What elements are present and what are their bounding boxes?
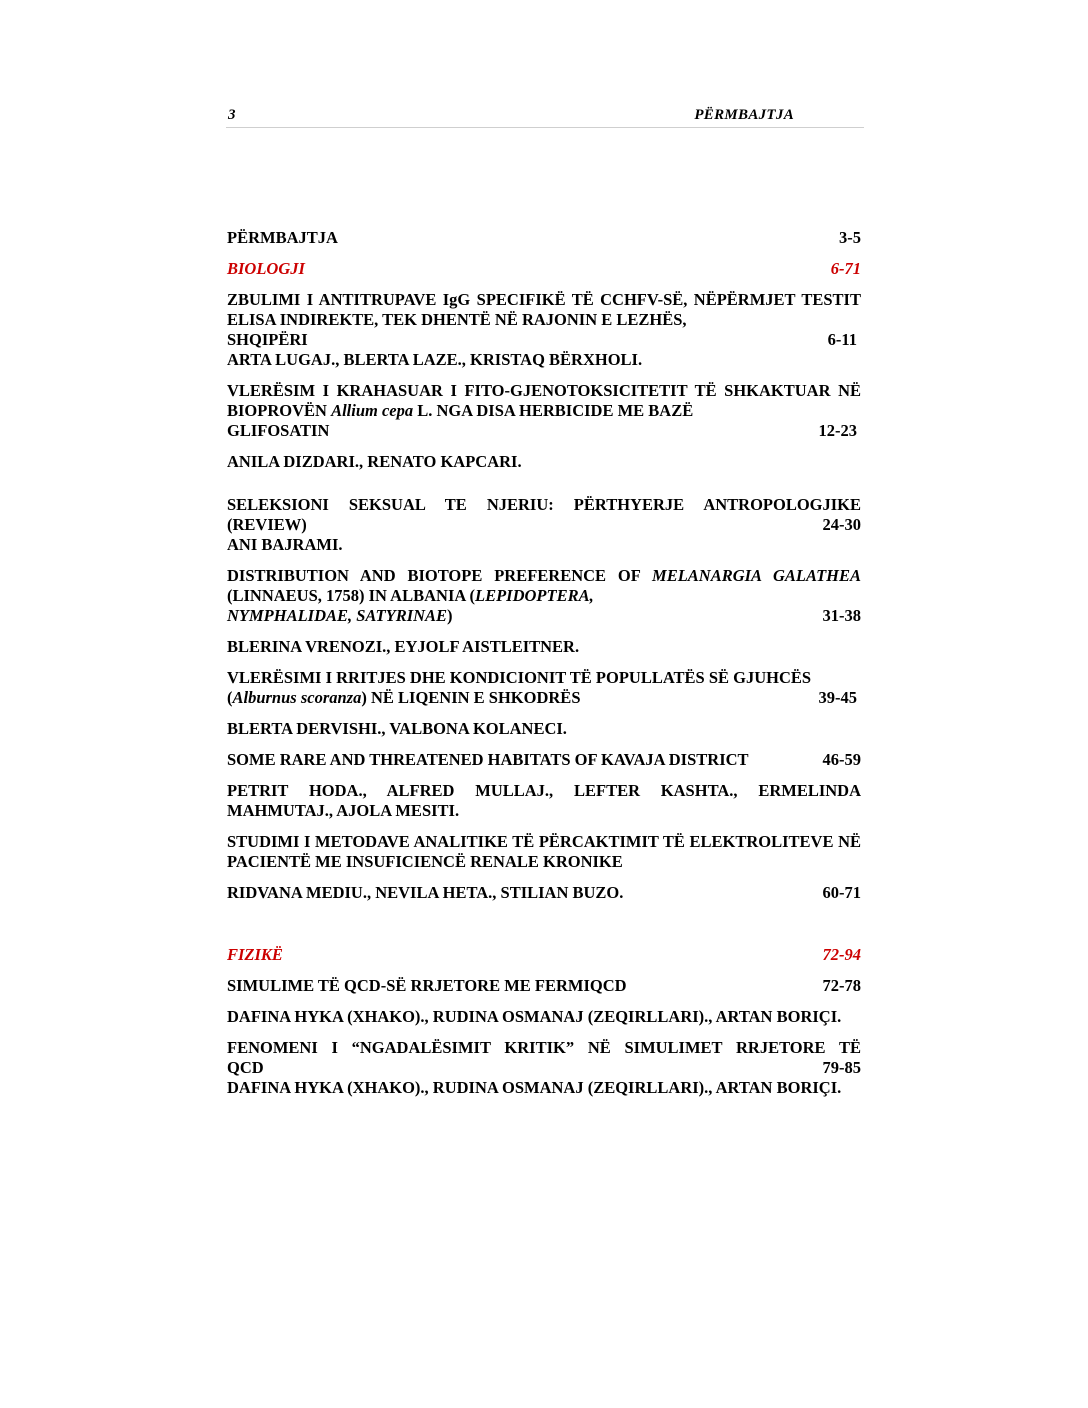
entry-2-title-end: GLIFOSATIN: [227, 421, 330, 440]
entry-1-last-line: [227, 330, 861, 350]
entry-2-pages: 12-23: [818, 421, 857, 440]
entry-4-title-end: NYMPHALIDAE, SATYRINAE): [227, 606, 453, 625]
running-header: [226, 105, 864, 128]
toc-entry-6: [227, 750, 861, 821]
toc-entry-8: [227, 976, 861, 1027]
entry-7-pages: 60-71: [822, 883, 861, 902]
section-fizike: [227, 945, 861, 965]
entry-2-species: Allium cepa: [331, 401, 414, 420]
toc-entry-2: [227, 381, 861, 472]
header-title: PËRMBAJTJA: [694, 107, 794, 123]
entry-3-pages: 24-30: [822, 515, 861, 534]
toc-contents-label: PËRMBAJTJA: [227, 228, 338, 247]
entry-1-pages: 6-11: [827, 330, 857, 349]
toc-contents-row: [227, 228, 861, 248]
toc-entry-7: [227, 832, 861, 903]
table-of-contents: [227, 228, 861, 1098]
section-fizike-pages: 72-94: [822, 945, 861, 964]
entry-8-pages: 72-78: [822, 976, 861, 995]
entry-4-last-line: [227, 606, 861, 626]
entry-9-title-end: QCD: [227, 1058, 264, 1077]
toc-entry-9: [227, 1038, 861, 1098]
toc-entry-5: [227, 668, 861, 739]
entry-9-authors: DAFINA HYKA (XHAKO)., RUDINA OSMANAJ (ZEQIRLLARI)., ARTAN BORIÇI.: [227, 1078, 842, 1097]
entry-5-last-line: [227, 688, 861, 708]
entry-5-pages: 39-45: [818, 688, 857, 707]
section-biology-pages: 6-71: [830, 259, 861, 278]
entry-7-authors: RIDVANA MEDIU., NEVILA HETA., STILIAN BUZO.: [227, 883, 624, 902]
entry-8-line: [227, 976, 861, 996]
entry-3-title-end: (REVIEW): [227, 515, 307, 534]
entry-7-title: STUDIMI I METODAVE ANALITIKE TË PËRCAKTIMIT TË ELEKTROLITEVE NË PACIENTË ME INSUFICIENCË RENALE KRONIKE: [227, 832, 861, 871]
entry-9-last-line: [227, 1058, 861, 1078]
entry-6-title: SOME RARE AND THREATENED HABITATS OF KAVAJA DISTRICT: [227, 750, 749, 769]
entry-4-authors: BLERINA VRENOZI., EYJOLF AISTLEITNER.: [227, 637, 580, 656]
toc-entry-1: [227, 290, 861, 370]
entry-5-title: VLERËSIMI I RRITJES DHE KONDICIONIT TË POPULLATËS SË GJUHCËS: [227, 668, 812, 687]
entry-1-authors: ARTA LUGAJ., BLERTA LAZE., KRISTAQ BËRXHOLI.: [227, 350, 643, 369]
entry-2-last-line: [227, 421, 861, 441]
entry-6-line: [227, 750, 861, 770]
entry-3-authors: ANI BAJRAMI.: [227, 535, 343, 554]
entry-7-authors-line: [227, 883, 861, 903]
section-biology: [227, 259, 861, 279]
entry-4-pages: 31-38: [822, 606, 861, 625]
entry-4-title: DISTRIBUTION AND BIOTOPE PREFERENCE OF MELANARGIA GALATHEA (LINNAEUS, 1758) IN ALBANIA (LEPIDOPTERA,: [227, 566, 862, 605]
toc-entry-3: [227, 495, 861, 555]
entry-8-authors: DAFINA HYKA (XHAKO)., RUDINA OSMANAJ (ZEQIRLLARI)., ARTAN BORIÇI.: [227, 1007, 842, 1026]
entry-5-title-end: (Alburnus scoranza) NË LIQENIN E SHKODRËS: [227, 688, 581, 707]
entry-5-species: Alburnus scoranza: [232, 688, 362, 707]
entry-2-title: VLERËSIM I KRAHASUAR I FITO-GJENOTOKSICITETIT TË SHKAKTUAR NË BIOPROVËN Allium cepa L. NGA DISA HERBICIDE ME BAZË: [227, 381, 861, 420]
entry-4-species: MELANARGIA GALATHEA: [652, 566, 862, 585]
section-fizike-label: FIZIKË: [227, 945, 283, 964]
page-number: 3: [228, 107, 236, 123]
entry-8-title: SIMULIME TË QCD-SË RRJETORE ME FERMIQCD: [227, 976, 627, 995]
entry-1-title-end: SHQIPËRI: [227, 330, 308, 349]
entry-1-title: ZBULIMI I ANTITRUPAVE IgG SPECIFIKË TË CCHFV-SË, NËPËRMJET TESTIT ELISA INDIREKTE, TEK DHENTË NË RAJONIN E LEZHËS,: [227, 290, 861, 329]
section-biology-label: BIOLOGJI: [227, 259, 305, 278]
entry-5-authors: BLERTA DERVISHI., VALBONA KOLANECI.: [227, 719, 567, 738]
entry-3-last-line: [227, 515, 861, 535]
entry-6-pages: 46-59: [822, 750, 861, 769]
entry-3-title: SELEKSIONI SEKSUAL TE NJERIU: PËRTHYERJE ANTROPOLOGJIKE: [227, 495, 861, 514]
entry-9-title: FENOMENI I “NGADALËSIMIT KRITIK” NË SIMULIMET RRJETORE TË: [227, 1038, 861, 1057]
entry-6-authors: PETRIT HODA., ALFRED MULLAJ., LEFTER KASHTA., ERMELINDA MAHMUTAJ., AJOLA MESITI.: [227, 781, 861, 820]
entry-2-authors: ANILA DIZDARI., RENATO KAPCARI.: [227, 452, 522, 471]
toc-entry-4: [227, 566, 861, 657]
entry-9-pages: 79-85: [822, 1058, 861, 1077]
toc-contents-pages: 3-5: [839, 228, 861, 247]
